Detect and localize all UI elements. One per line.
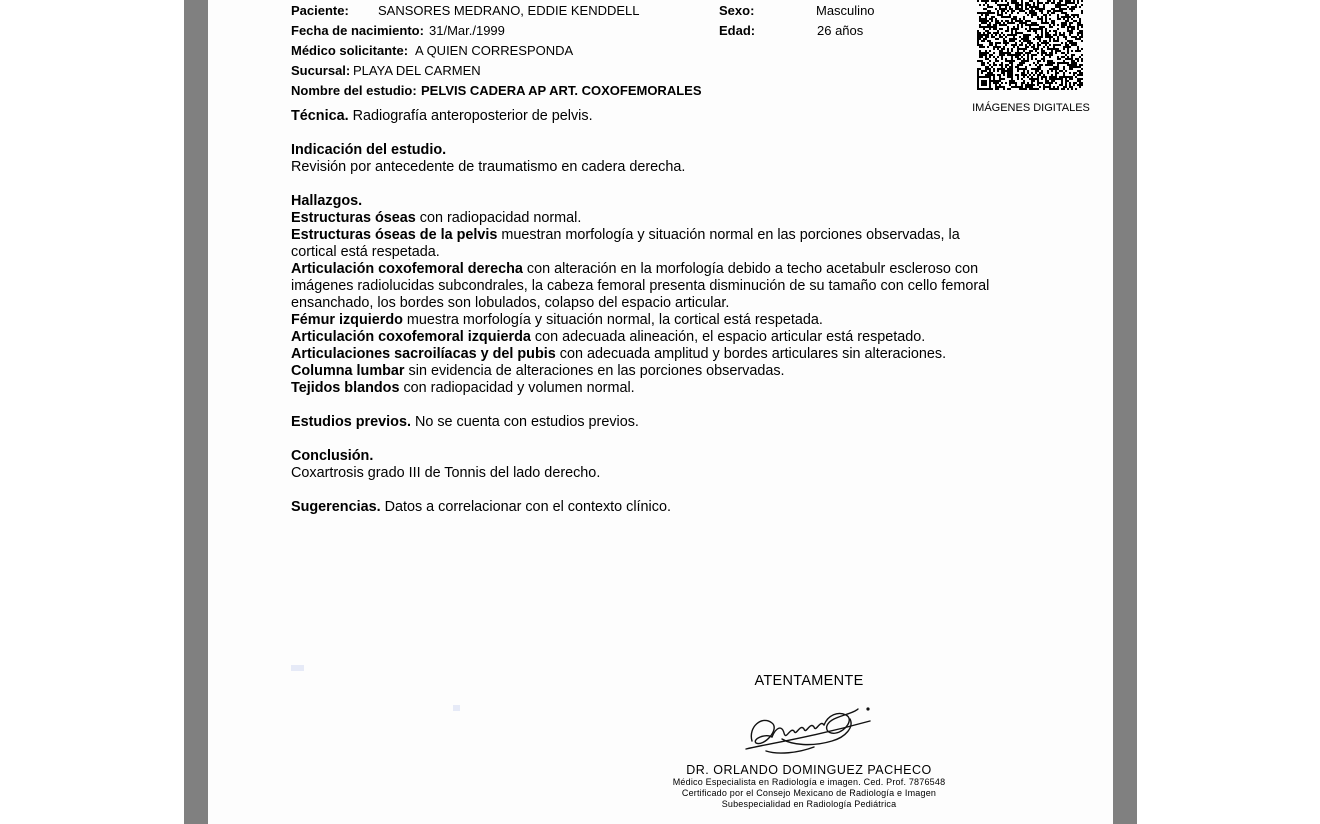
finding-pelvis [291, 227, 991, 261]
branch-value: PLAYA DEL CARMEN [353, 63, 481, 78]
age-row [719, 23, 864, 38]
finding-text: con radiopacidad normal. [415, 210, 582, 226]
finding-text: muestran morfología y situación normal en las porciones observadas, la cortical está respetada. [291, 227, 960, 260]
sex-label: Sexo: [719, 3, 755, 18]
doctor-credential-2: Certificado por el Consejo Mexicano de Radiología e Imagen [681, 788, 937, 798]
doctor-credential-3: Subespecialidad en Radiología Pediátrica [721, 799, 897, 809]
doctor-credential-1: Médico Especialista en Radiología e imagen. Ced. Prof. 7876548 [672, 777, 946, 787]
tecnica-text: Radiografía anteroposterior de pelvis. [348, 108, 593, 124]
qr-code-icon [977, 0, 1083, 90]
finding-sacroiliac [291, 346, 991, 363]
finding-label: Tejidos blandos [291, 380, 400, 396]
previous-studies [291, 414, 991, 431]
doctor-label: Médico solicitante: [291, 43, 409, 58]
conclusion-text: Coxartrosis grado III de Tonnis del lado derecho. [291, 465, 601, 481]
previous-studies-text: No se cuenta con estudios previos. [410, 414, 639, 430]
tecnica-heading: Técnica. [291, 108, 349, 124]
branch-label: Sucursal: [291, 63, 351, 78]
study-label: Nombre del estudio: [291, 83, 417, 98]
tecnica-section [291, 108, 991, 125]
qr-caption: IMÁGENES DIGITALES [972, 102, 1090, 114]
finding-text: sin evidencia de alteraciones en las porciones observadas. [404, 363, 785, 379]
finding-soft-tissue [291, 380, 991, 397]
conclusion-heading [291, 448, 991, 465]
finding-label: Articulación coxofemoral derecha [291, 261, 523, 277]
report-body [291, 108, 991, 516]
finding-label: Estructuras óseas [291, 210, 416, 226]
finding-label: Columna lumbar [291, 363, 405, 379]
doctor-row [291, 43, 574, 58]
finding-bone-structures [291, 210, 991, 227]
finding-text: muestra morfología y situación normal, la cortical está respetada. [402, 312, 823, 328]
suggestions [291, 499, 991, 516]
birth-label: Fecha de nacimiento: [291, 23, 424, 38]
age-value: 26 años [817, 23, 864, 38]
report-page [208, 0, 1113, 824]
indicacion-label: Indicación del estudio. [291, 142, 447, 158]
finding-text: con adecuada amplitud y bordes articulares sin alteraciones. [555, 346, 947, 362]
birth-row [291, 23, 505, 38]
previous-studies-label: Estudios previos. [291, 414, 411, 430]
patient-value: SANSORES MEDRANO, EDDIE KENDDELL [378, 3, 640, 18]
patient-row [291, 3, 640, 18]
branch-row [291, 63, 481, 78]
suggestions-label: Sugerencias. [291, 499, 381, 515]
scan-artifact [291, 665, 304, 671]
finding-text: con adecuada alineación, el espacio articular está respetado. [530, 329, 926, 345]
finding-label: Articulaciones sacroilíacas y del pubis [291, 346, 556, 362]
sex-value: Masculino [816, 3, 875, 18]
signature-icon [742, 697, 876, 757]
conclusion-label: Conclusión. [291, 448, 374, 464]
finding-text: con radiopacidad y volumen normal. [399, 380, 635, 396]
patient-label: Paciente: [291, 3, 349, 18]
age-label: Edad: [719, 23, 756, 38]
finding-label: Articulación coxofemoral izquierda [291, 329, 531, 345]
indicacion-text: Revisión por antecedente de traumatismo en cadera derecha. [291, 159, 686, 175]
doctor-name: DR. ORLANDO DOMINGUEZ PACHECO [686, 763, 932, 777]
finding-label: Estructuras óseas de la pelvis [291, 227, 498, 243]
doctor-value: A QUIEN CORRESPONDA [415, 43, 574, 58]
sex-row [719, 3, 875, 18]
study-row [291, 83, 702, 98]
scan-artifact [453, 705, 460, 711]
birth-value: 31/Mar./1999 [429, 23, 505, 38]
finding-left-hip [291, 329, 991, 346]
hallazgos-label: Hallazgos. [291, 193, 363, 209]
indicacion-heading [291, 142, 991, 159]
study-value: PELVIS CADERA AP ART. COXOFEMORALES [421, 83, 702, 98]
finding-left-femur [291, 312, 991, 329]
signature-block [638, 673, 980, 810]
finding-label: Fémur izquierdo [291, 312, 403, 328]
finding-text: con alteración en la morfología debido a techo acetabulr escleroso con imágenes radiolucidas subcondrales, la cabeza femoral presenta disminución de su tamaño con cello femoral ensanchado, los bordes son lobulados, colapso del espacio articular. [291, 261, 990, 311]
closing-text: ATENTAMENTE [754, 673, 864, 689]
suggestions-text: Datos a correlacionar con el contexto clínico. [380, 499, 671, 515]
hallazgos-heading [291, 193, 991, 210]
finding-lumbar [291, 363, 991, 380]
finding-right-hip [291, 261, 991, 312]
